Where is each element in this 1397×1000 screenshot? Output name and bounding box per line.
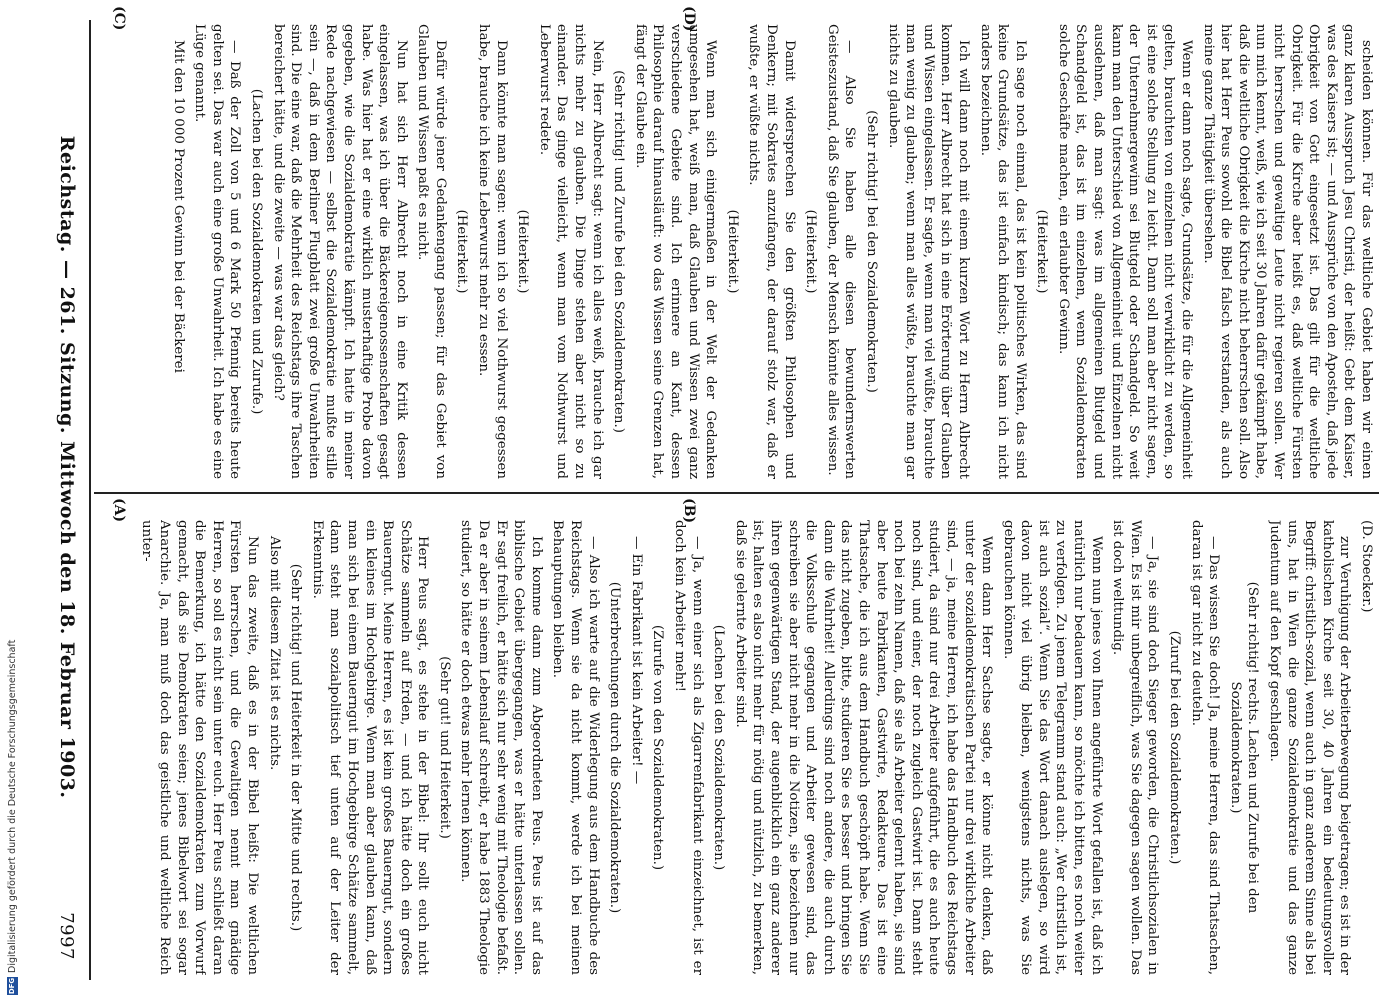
- paragraph: — Daß der Zoll von 5 und 6 Mark 50 Pfennig bereits heute gelten sei. Das war auch eine große Unwahrheit. Ich habe es eine Lüge genannt.: [192, 24, 243, 479]
- margin-marker-b: (B): [681, 498, 697, 524]
- interjection: (Heiterkeit.): [515, 209, 531, 294]
- interjection: (Heiterkeit.): [724, 209, 740, 294]
- paragraph: Nun das zweite, daß es in der Bibel heißt: Die weltlichen Fürsten herrschen, und die Gewaltigen nennt man gnädige Herren, so soll es nicht sein unter euch. Herr Peus schließt daran die Bemerkung, ich hätte den Sozialdemokraten zum Vorwurf gemacht, daß sie Demokraten seien; jenes Bibelwort sei sogar Anarchie. Ja, man muß doch das geistliche und weltliche Reich unter-: [139, 520, 260, 975]
- left-text-column: [95, 520, 1375, 975]
- margin-marker-d: (D): [681, 6, 697, 32]
- right-text-column: [95, 24, 1375, 479]
- page-number: 7997: [56, 912, 78, 960]
- margin-marker-c: (C): [111, 6, 127, 31]
- paragraph: Wenn man sich einigermaßen in der Welt der Gedanken umgesehen hat, weiß man, daß Glauben und Wissen zwei ganz verschiedene Gebiete sind. Ich erinnere an Kant, dessen Philosophie darauf hinausläuft: wo das Wissen seine Grenzen hat, fängt der Glaube ein.: [632, 24, 719, 479]
- paragraph: Wenn nun jenes von Ihnen angeführte Wort gefallen ist, daß ich natürlich nur bedauern kann, so möchte ich bitten, es noch weiter zu verfolgen. Zu jenem Telegramm stand auch: „Wer christlich ist, ist auch sozial“. Wenn Sie das Wort danach auslegen, so wird davon nicht viel übrig bleiben, wenigstens nichts, was Sie gebrauchen können.: [1000, 520, 1104, 975]
- digitization-footer: [4, 605, 20, 995]
- header-divider: [89, 20, 91, 980]
- paragraph: — Ein Fabrikant ist kein Arbeiter! —: [628, 536, 644, 785]
- paragraph: zur Veruhigung der Arbeiterbewegung beigetragen; es ist in der katholischen Kirche seit 30, 40 Jahren ein bedeutungsvoller Begriff: christlich-sozial, wenn auch in ganz anderem Sinne als bei uns, hat in Wien die ganze Sozialdemokratie und das ganze Judentum auf den Kopf geschlagen.: [1267, 520, 1353, 975]
- margin-marker-a: (A): [111, 498, 127, 523]
- footer-text: Digitalisierung gefördert durch die Deutsche Forschungsgemeinschaft: [6, 639, 18, 973]
- interjection: (Heiterkeit.): [803, 209, 819, 294]
- interjection: (Heiterkeit.): [1034, 209, 1050, 294]
- interjection: (Sehr richtig! und Zurufe bei den Sozialdemokraten.): [611, 70, 627, 433]
- interjection: (Lachen bei den Sozialdemokraten.): [711, 624, 727, 871]
- paragraph: (D. Stoecker.): [1359, 520, 1374, 613]
- paragraph: scheiden können. Für das weltliche Gebiet haben wir einen ganz klaren Ausspruch Jesu Christi, der heißt: Gebt dem Kaiser, was des Kaisers ist; — und Aussprüche von den Aposteln, daß jede Obrigkeit von Gott eingesetzt ist. Das gilt für die weltliche Obrigkeit. Für die Kirche aber heißt es, daß weltliche Fürsten nicht herrschen und gewaltige Leute nicht regieren sollen. Wer nun mich kennt, weiß, wie ich seit 30 Jahren dafür gekämpft habe, daß die weltliche Obrigkeit die Kirche nicht beherrschen soll. Also hier hat Herr Peus sowohl die Bibel falsch verstanden, als auch meine ganze Thätigkeit übersehen.: [1200, 24, 1374, 479]
- paragraph: — Also ich warte auf die Widerlegung aus dem Handbuche des Reichstags. Wenn sie da nicht kommt, werde ich bei meinen Behauptungen bleiben.: [550, 520, 601, 975]
- interjection: (Sehr gut! und Heiterkeit.): [436, 656, 452, 839]
- header-title: Reichstag. — 261. Sitzung. Mittwoch den 18. Februar 1903.: [56, 135, 78, 799]
- paragraph: Ich komme dann zum Abgeordneten Peus. Peus ist auf das biblische Gebiet übergegangen, was er hätte unterlassen sollen. Er sagt freilich, er hätte sich nur sehr wenig mit Theologie befaßt. Da er aber in seinem Lebenslauf schreibt, er habe 1883 Theologie studiert, so hätte er doch etwas mehr lernen können.: [458, 520, 544, 975]
- paragraph: — Ja, sie sind doch Sieger geworden, die Christlichsozialen in Wien. Es ist mir unbegreiflich, was Sie dagegen sagen wollen. Das ist doch welttundig.: [1110, 520, 1161, 975]
- interjection: (Heiterkeit.): [454, 209, 470, 294]
- dfg-logo-icon: DFG: [7, 977, 16, 995]
- paragraph: — Ja, wenn einer sich als Zigarrenfabrikant einzeichnet, ist er doch kein Arbeiter mehr!: [672, 520, 705, 975]
- interjection: (Sehr richtig! bei den Sozialdemokraten.): [863, 110, 879, 393]
- paragraph: — Das wissen Sie doch! Ja, meine Herren, das sind Thatsachen, daran ist gar nicht zu deuteln.: [1188, 520, 1222, 975]
- interjection: (Zurufe von den Sozialdemokraten.): [650, 624, 666, 871]
- paragraph: Also mit diesem Zitat ist es nichts.: [266, 536, 282, 771]
- interjection: (Sehr richtig! rechts. Lachen und Zurufe bei den Sozialdemokraten.): [1227, 581, 1261, 914]
- paragraph: Wenn dann Herr Sachse sagte, er könne nicht denken, daß unter der sozialdemokratischen Partei nur drei wirkliche Arbeiter sind, — ja, meine Herren, ich habe das Handbuch des Reichstags studiert, da sind nur drei Arbeiter aufgeführt, die es auch heute noch sind, und einer, der noch zugleich Gastwirt ist. Dann steht noch bei zehn Namen, daß sie als Arbeiter gelernt haben, sie sind aber heute Fabrikanten, Gastwirte, Redakteure. Das ist eine Thatsache, die ich aus dem Handbuch geschöpft habe. Wenn Sie das nicht zugeben, bitte, studieren Sie es besser und bringen Sie dann die Wahrheit! Allerdings sind noch andere, die auch durch die Volksschule gegangen und Arbeiter gewesen sind, das schreiben sie aber nicht mehr in die Notizen, sie bezeichnen nur ihren gegenwärtigen Stand, der augenblicklich ein ganz anderer ist; halten es also nicht mehr für nötig und nützlich, zu bemerken, daß sie gelernte Arbeiter sind.: [732, 520, 995, 975]
- paragraph: Ich will dann noch mit einem kurzen Wort zu Herrn Albrecht kommen. Herr Albrecht hat sich in eine Erörterung über Glauben und Wissen eingelassen. Er sagte, wenn man viel wüßte, brauchte man wenig zu glauben; wenn man alles wüßte, brauchte man gar nichts zu glauben.: [885, 24, 971, 479]
- paragraph: Nun hat sich Herr Albrecht noch in eine Kritik dessen eingelassen, was ich über die Bäckereigenossenschaften gesagt habe. Was hier hat er eine wirklich musterhaftige Probe davon gegeben, wie die Sozialdemokratie kämpft. Ich hatte in meiner Rede nachgewiesen — selbst die Sozialdemokratie mußte stille sein —, daß in dem Berliner Flugblatt zwei große Unwahrheiten sind. Die eine war, daß die Mehrheit des Reichstags ihre Taschen bereichert hätte, und die zweite — was war das gleich?: [270, 24, 409, 479]
- paragraph: Herr Peus sagt, es stehe in der Bibel: Ihr sollt euch nicht Schätze sammeln auf Erden, — und ich hätte doch ein großes Bauerngut. Meine Herren, es ist kein großes Bauerngut, sondern ein kleines im Hochgebirge. Wenn man aber glauben kann, daß man sich bei einem Bauerngut im Hochgebirge Schätze sammelt, dann steht man sozialpolitisch tief unten auf der Leiter der Erkenntnis.: [309, 520, 431, 975]
- paragraph: Ich sage noch einmal, das ist kein politisches Wirken, das sind keine Grundsätze, das ist einfach kindisch; das kann ich nicht anders bezeichnen.: [977, 24, 1028, 479]
- paragraph: — Also Sie haben alle diesen bewundernswerten Geisteszustand, daß Sie glauben, der Mensch könnte alles wissen.: [824, 24, 858, 479]
- paragraph: Dafür würde jener Gedankengang passen; für das Gebiet von Glauben und Wissen paßt es nicht.: [415, 24, 448, 479]
- page-header: [49, 22, 85, 960]
- paragraph: Wenn er dann noch sagte, Grundsätze, die für die Allgemeinheit gelten, brauchten von einzelnen nicht verwirklicht zu werden, so ist eine solche Stellung zu leicht. Dann soll man aber nicht sagen, der Unternehmergewinn sei Blutgeld oder Schandgeld. So weit kann man den Unterschied von Allgemeinheit und Einzelnen nicht ausdehnen, daß man sagt: was im allgemeinen Blutgeld und Schandgeld ist, das ist im einzelnen, wenn Sozialdemokraten solche Geschäfte machen, ein erlaubter Gewinn.: [1055, 24, 1195, 479]
- paragraph: Mit den 10 000 Prozent Gewinn bei der Bäckerei: [170, 40, 186, 373]
- interjection: (Lachen bei den Sozialdemokraten und Zurufe.): [248, 88, 264, 415]
- column-divider: [94, 492, 1379, 494]
- paragraph: Dann könnte man sagen: wenn ich so viel Nothwurst gegessen habe, brauche ich keine Leberwurst mehr zu essen.: [476, 24, 509, 479]
- interjection: (Zuruf bei den Sozialdemokraten.): [1167, 630, 1183, 865]
- paragraph: Nein, Herr Albrecht sagt: wenn ich alles weiß, brauche ich gar nichts mehr zu glauben. Die Dinge stehen aber nicht so zu einander. Das ginge vielleicht, wenn man vom Nothwurst und Leberwurst redete.: [536, 24, 605, 479]
- interjection: (Sehr richtig! und Heiterkeit in der Mitte und rechts.): [288, 563, 304, 932]
- paragraph: Damit widersprechen Sie den größten Philosophen und Denkern; mit Sokrates anzufangen, der darauf stolz war, daß er wußte, er wüßte nichts.: [746, 24, 797, 479]
- interjection: (Unterbrechungen durch die Sozialdemokraten.): [607, 581, 623, 914]
